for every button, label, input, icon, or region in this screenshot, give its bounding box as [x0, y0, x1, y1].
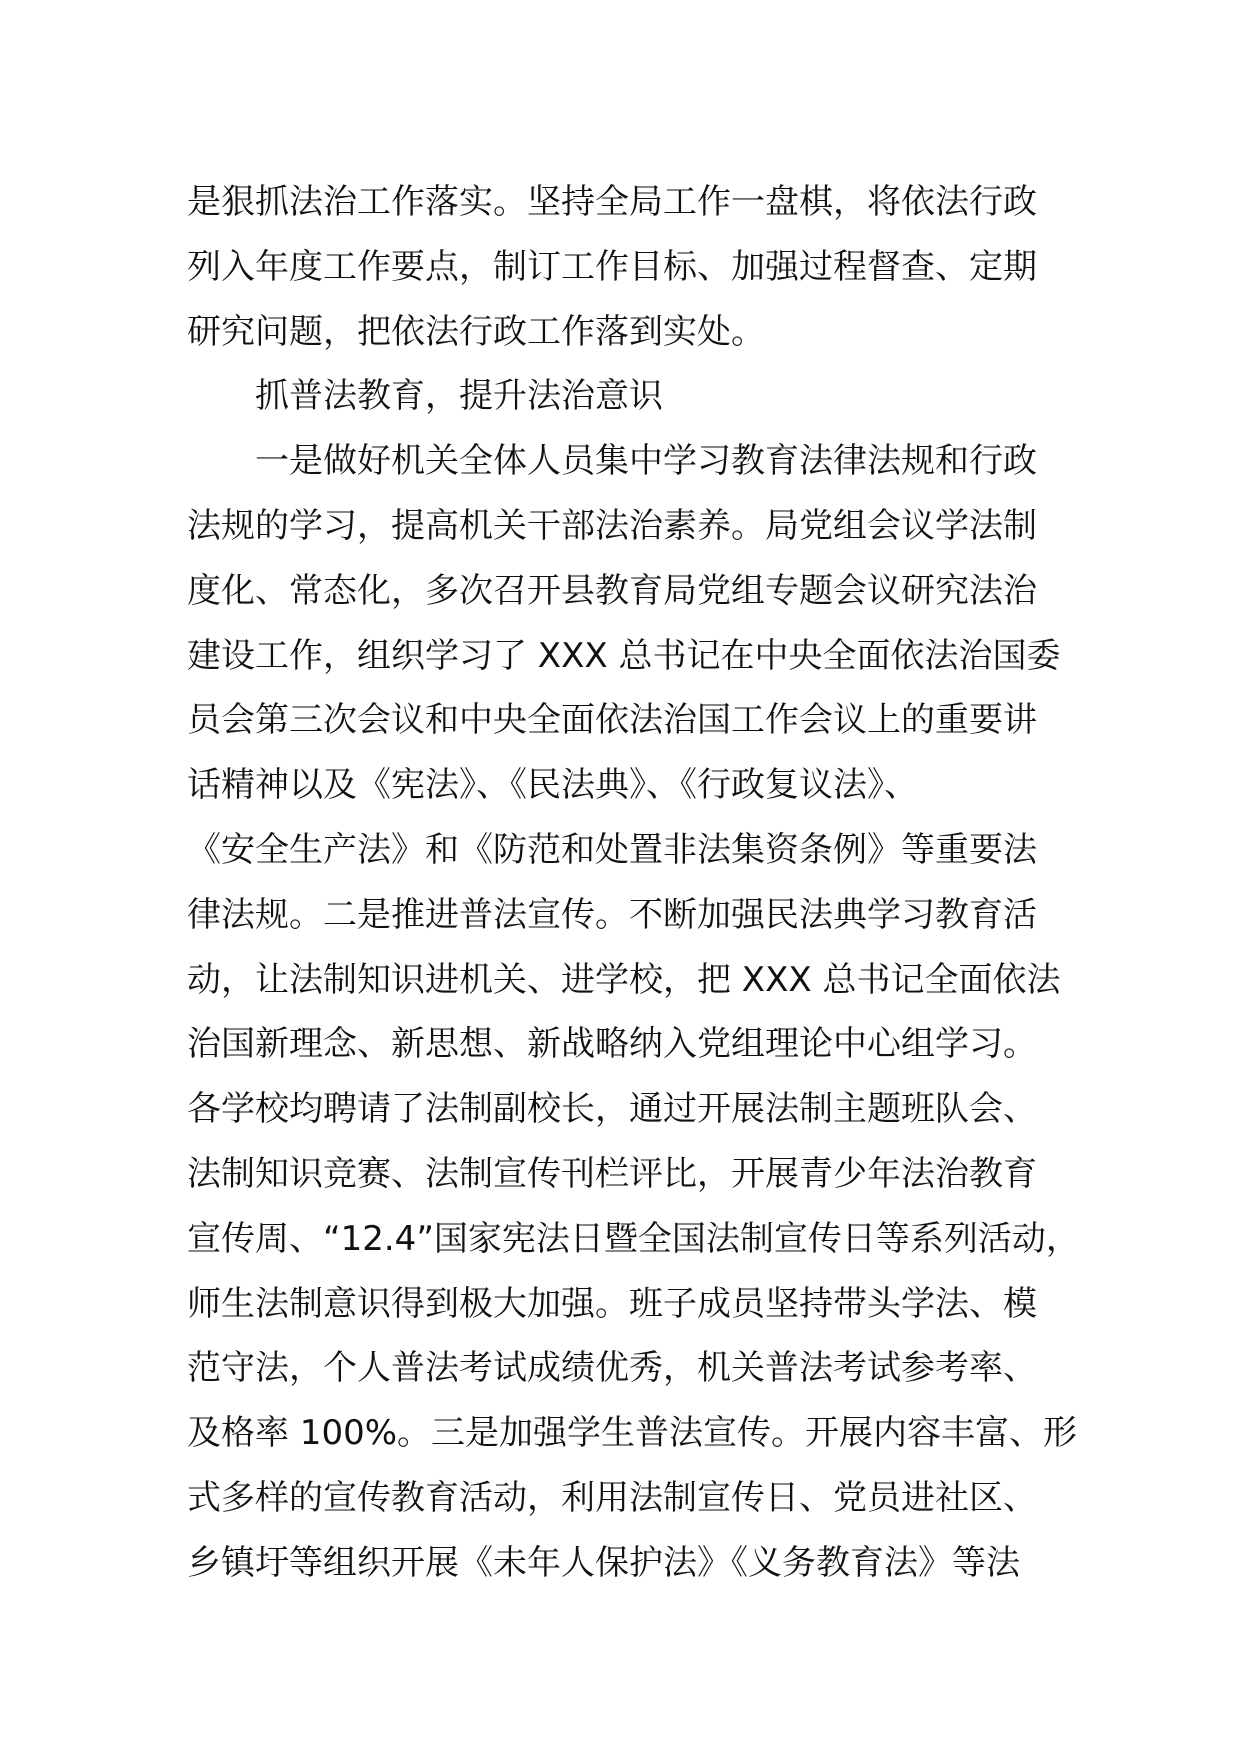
text-line: 乡镇圩等组织开展《未年人保护法》《义务教育法》等法: [187, 1542, 1020, 1583]
text-line: 度化、常态化，多次召开县教育局党组专题会议研究法治: [187, 570, 1037, 611]
text-line: 话精神以及《宪法》、《民法典》、《行政复议法》、: [187, 765, 918, 806]
section-heading: 抓普法教育，提升法治意识: [255, 376, 663, 417]
text-line: 员会第三次会议和中央全面依法治国工作会议上的重要讲: [187, 700, 1037, 741]
text-line: 各学校均聘请了法制副校长，通过开展法制主题班队会、: [187, 1089, 1037, 1130]
text-line: 动，让法制知识进机关、进学校，把 XXX 总书记全面依法: [187, 959, 1061, 1000]
text-line: 律法规。二是推进普法宣传。不断加强民法典学习教育活: [187, 894, 1037, 935]
text-line: 建设工作，组织学习了 XXX 总书记在中央全面依法治国委: [187, 635, 1061, 676]
text-line: 师生法制意识得到极大加强。班子成员坚持带头学法、模: [187, 1283, 1037, 1324]
text-line: 法规的学习，提高机关干部法治素养。局党组会议学法制: [187, 505, 1037, 546]
text-line: 及格率 100%。三是加强学生普法宣传。开展内容丰富、形: [187, 1413, 1078, 1454]
text-line: 一是做好机关全体人员集中学习教育法律法规和行政: [255, 441, 1037, 482]
text-line: 研究问题，把依法行政工作落到实处。: [187, 311, 765, 352]
text-line: 式多样的宣传教育活动，利用法制宣传日、党员进社区、: [187, 1477, 1037, 1518]
text-line: 列入年度工作要点，制订工作目标、加强过程督查、定期: [187, 246, 1037, 287]
text-line: 宣传周、“12.4”国家宪法日暨全国法制宣传日等系列活动，: [187, 1218, 1080, 1259]
text-line: 范守法，个人普法考试成绩优秀，机关普法考试参考率、: [187, 1348, 1037, 1389]
text-line: 《安全生产法》和《防范和处置非法集资条例》等重要法: [187, 829, 1037, 870]
text-line: 法制知识竞赛、法制宣传刊栏评比，开展青少年法治教育: [187, 1153, 1037, 1194]
text-line: 是狠抓法治工作落实。坚持全局工作一盘棋，将依法行政: [187, 182, 1037, 222]
document-body: [187, 170, 1080, 1596]
text-line: 治国新理念、新思想、新战略纳入党组理论中心组学习。: [187, 1024, 1037, 1065]
